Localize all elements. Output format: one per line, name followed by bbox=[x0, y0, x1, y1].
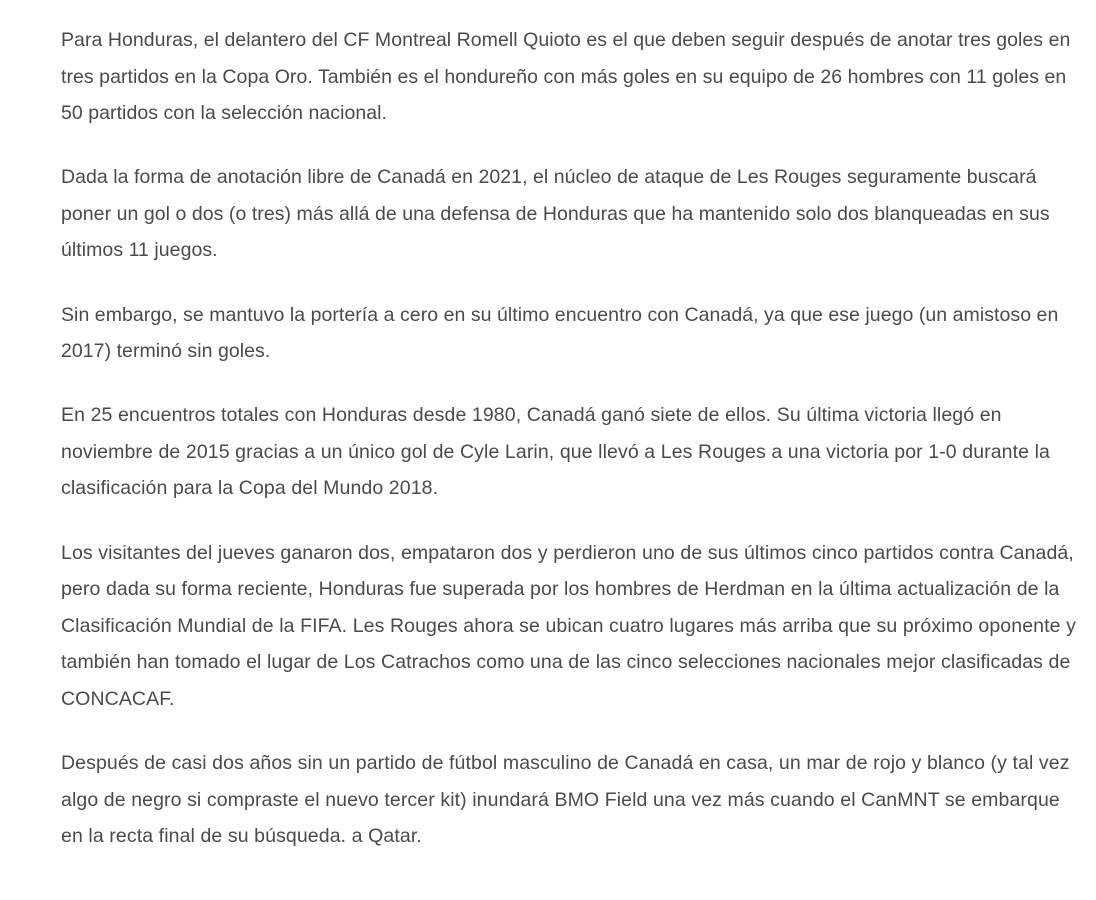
article-body bbox=[61, 22, 1081, 882]
paragraph-fifa-ranking: Los visitantes del jueves ganaron dos, empataron dos y perdieron uno de sus últimos cinco partidos contra Canadá, pero dada su forma reciente, Honduras fue superada por los hombres de Herdman en la última actualización de la Clasificación Mundial de la FIFA. Les Rouges ahora se ubican cuatro lugares más arriba que su próximo oponente y también han tomado el lugar de Los Catrachos como una de las cinco selecciones nacionales mejor clasificadas de CONCACAF. bbox=[61, 541, 1076, 710]
paragraph-canada-attack: Dada la forma de anotación libre de Canadá en 2021, el núcleo de ataque de Les Rouges seguramente buscará poner un gol o dos (o tres) más allá de una defensa de Honduras que ha mantenido solo dos blanqueadas en sus últimos 11 juegos. bbox=[61, 166, 1050, 262]
paragraph-quioto: Para Honduras, el delantero del CF Montreal Romell Quioto es el que deben seguir después de anotar tres goles en tres partidos en la Copa Oro. También es el hondureño con más goles en su equipo de 26 hombres con 11 goles en 50 partidos con la selección nacional. bbox=[61, 29, 1071, 125]
paragraph-bmo-field: Después de casi dos años sin un partido de fútbol masculino de Canadá en casa, un mar de rojo y blanco (y tal vez algo de negro si compraste el nuevo tercer kit) inundará BMO Field una vez más cuando el CanMNT se embarque en la recta final de su búsqueda. a Qatar. bbox=[61, 752, 1070, 848]
paragraph-clean-sheet: Sin embargo, se mantuvo la portería a cero en su último encuentro con Canadá, ya que ese juego (un amistoso en 2017) terminó sin goles. bbox=[61, 303, 1059, 363]
paragraph-head-to-head: En 25 encuentros totales con Honduras desde 1980, Canadá ganó siete de ellos. Su última victoria llegó en noviembre de 2015 gracias a un único gol de Cyle Larin, que llevó a Les Rouges a una victoria por 1-0 durante la clasificación para la Copa del Mundo 2018. bbox=[61, 404, 1050, 500]
